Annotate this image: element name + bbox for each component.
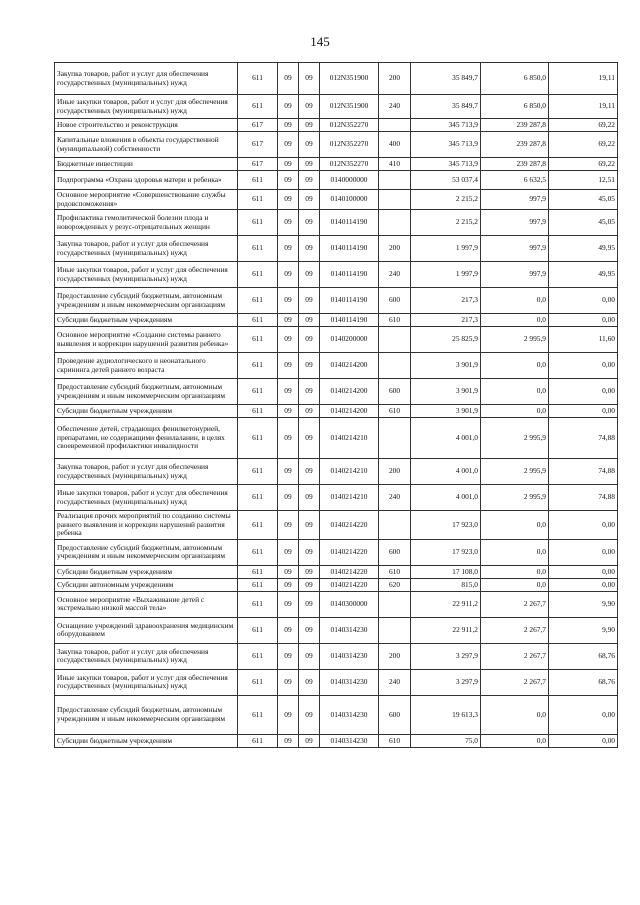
plan-cell: 345 713,9 xyxy=(411,119,481,132)
percent-cell: 74,88 xyxy=(549,459,618,485)
table-row xyxy=(55,314,618,327)
grbs-cell: 611 xyxy=(238,95,278,119)
expense-type-cell xyxy=(379,511,411,540)
percent-cell: 19,11 xyxy=(549,95,618,119)
row-name-cell: Бюджетные инвестиции xyxy=(55,158,238,171)
table-row xyxy=(55,262,618,288)
expense-type-cell xyxy=(379,190,411,210)
executed-cell: 0,0 xyxy=(481,578,549,591)
table-row xyxy=(55,190,618,210)
executed-cell: 0,0 xyxy=(481,734,549,747)
expense-type-cell: 600 xyxy=(379,379,411,405)
table-row xyxy=(55,578,618,591)
table-row xyxy=(55,288,618,314)
target-article-cell: 0140314230 xyxy=(320,617,379,643)
table-row xyxy=(55,617,618,643)
executed-cell: 0,0 xyxy=(481,511,549,540)
percent-cell: 74,88 xyxy=(549,418,618,459)
target-article-cell: 0140214210 xyxy=(320,485,379,511)
grbs-cell: 611 xyxy=(238,511,278,540)
grbs-cell: 611 xyxy=(238,63,278,95)
executed-cell: 2 267,7 xyxy=(481,617,549,643)
table-row xyxy=(55,539,618,565)
executed-cell: 239 287,8 xyxy=(481,119,549,132)
percent-cell: 69,22 xyxy=(549,119,618,132)
section-cell: 09 xyxy=(278,617,299,643)
plan-cell: 217,3 xyxy=(411,314,481,327)
executed-cell: 2 995,9 xyxy=(481,327,549,353)
subsection-cell: 09 xyxy=(299,418,320,459)
target-article-cell: 0140214220 xyxy=(320,565,379,578)
table-row xyxy=(55,405,618,418)
subsection-cell: 09 xyxy=(299,485,320,511)
target-article-cell: 0140314230 xyxy=(320,695,379,734)
table-row xyxy=(55,379,618,405)
target-article-cell: 0140314230 xyxy=(320,669,379,695)
plan-cell: 1 997,9 xyxy=(411,236,481,262)
table-row xyxy=(55,591,618,617)
percent-cell: 49,95 xyxy=(549,262,618,288)
executed-cell: 2 995,9 xyxy=(481,418,549,459)
executed-cell: 239 287,8 xyxy=(481,132,549,158)
subsection-cell: 09 xyxy=(299,158,320,171)
row-name-cell: Закупка товаров, работ и услуг для обеспечения государственных (муниципальных) нужд xyxy=(55,236,238,262)
percent-cell: 9,90 xyxy=(549,591,618,617)
target-article-cell: 0140000000 xyxy=(320,171,379,190)
target-article-cell: 0140114190 xyxy=(320,236,379,262)
table-row xyxy=(55,695,618,734)
subsection-cell: 09 xyxy=(299,405,320,418)
table-body xyxy=(55,63,618,748)
grbs-cell: 611 xyxy=(238,578,278,591)
section-cell: 09 xyxy=(278,565,299,578)
executed-cell: 0,0 xyxy=(481,695,549,734)
expense-type-cell xyxy=(379,327,411,353)
section-cell: 09 xyxy=(278,418,299,459)
subsection-cell: 09 xyxy=(299,539,320,565)
subsection-cell: 09 xyxy=(299,210,320,236)
section-cell: 09 xyxy=(278,327,299,353)
section-cell: 09 xyxy=(278,353,299,379)
executed-cell: 0,0 xyxy=(481,379,549,405)
executed-cell: 6 850,0 xyxy=(481,63,549,95)
percent-cell: 49,95 xyxy=(549,236,618,262)
section-cell: 09 xyxy=(278,210,299,236)
plan-cell: 3 297,9 xyxy=(411,669,481,695)
row-name-cell: Предоставление субсидий бюджетным, автономным учреждениям и иным некоммерческим организациям xyxy=(55,288,238,314)
table-row xyxy=(55,158,618,171)
section-cell: 09 xyxy=(278,236,299,262)
percent-cell: 0,00 xyxy=(549,353,618,379)
table-row xyxy=(55,459,618,485)
plan-cell: 4 001,0 xyxy=(411,418,481,459)
subsection-cell: 09 xyxy=(299,63,320,95)
expense-type-cell: 400 xyxy=(379,132,411,158)
expense-type-cell: 240 xyxy=(379,669,411,695)
percent-cell: 0,00 xyxy=(549,565,618,578)
row-name-cell: Капитальные вложения в объекты государственной (муниципальной) собственности xyxy=(55,132,238,158)
subsection-cell: 09 xyxy=(299,353,320,379)
expense-type-cell xyxy=(379,418,411,459)
section-cell: 09 xyxy=(278,63,299,95)
expense-type-cell: 240 xyxy=(379,95,411,119)
subsection-cell: 09 xyxy=(299,643,320,669)
plan-cell: 22 911,2 xyxy=(411,617,481,643)
expense-type-cell: 200 xyxy=(379,63,411,95)
subsection-cell: 09 xyxy=(299,379,320,405)
subsection-cell: 09 xyxy=(299,565,320,578)
grbs-cell: 611 xyxy=(238,210,278,236)
grbs-cell: 611 xyxy=(238,418,278,459)
target-article-cell: 0140300000 xyxy=(320,591,379,617)
section-cell: 09 xyxy=(278,95,299,119)
percent-cell: 45,05 xyxy=(549,210,618,236)
executed-cell: 0,0 xyxy=(481,288,549,314)
grbs-cell: 611 xyxy=(238,190,278,210)
budget-table xyxy=(54,62,618,748)
expense-type-cell xyxy=(379,591,411,617)
subsection-cell: 09 xyxy=(299,695,320,734)
target-article-cell: 0140114190 xyxy=(320,262,379,288)
subsection-cell: 09 xyxy=(299,511,320,540)
subsection-cell: 09 xyxy=(299,288,320,314)
expense-type-cell: 610 xyxy=(379,314,411,327)
target-article-cell: 0140114190 xyxy=(320,210,379,236)
grbs-cell: 617 xyxy=(238,119,278,132)
table-row xyxy=(55,353,618,379)
target-article-cell: 0140214210 xyxy=(320,459,379,485)
grbs-cell: 611 xyxy=(238,327,278,353)
plan-cell: 4 001,0 xyxy=(411,485,481,511)
grbs-cell: 611 xyxy=(238,262,278,288)
target-article-cell: 012N352270 xyxy=(320,119,379,132)
section-cell: 09 xyxy=(278,459,299,485)
row-name-cell: Новое строительство и реконструкция xyxy=(55,119,238,132)
row-name-cell: Предоставление субсидий бюджетным, автономным учреждениям и иным некоммерческим организациям xyxy=(55,379,238,405)
row-name-cell: Основное мероприятие «Выхаживание детей с экстремально низкой массой тела» xyxy=(55,591,238,617)
section-cell: 09 xyxy=(278,262,299,288)
expense-type-cell: 600 xyxy=(379,539,411,565)
percent-cell: 68,76 xyxy=(549,643,618,669)
target-article-cell: 0140214200 xyxy=(320,379,379,405)
row-name-cell: Иные закупки товаров, работ и услуг для обеспечения государственных (муниципальных) нужд xyxy=(55,95,238,119)
grbs-cell: 611 xyxy=(238,379,278,405)
target-article-cell: 0140214220 xyxy=(320,539,379,565)
target-article-cell: 0140214220 xyxy=(320,578,379,591)
section-cell: 09 xyxy=(278,119,299,132)
executed-cell: 6 632,5 xyxy=(481,171,549,190)
percent-cell: 69,22 xyxy=(549,158,618,171)
section-cell: 09 xyxy=(278,171,299,190)
grbs-cell: 611 xyxy=(238,669,278,695)
target-article-cell: 0140314230 xyxy=(320,734,379,747)
subsection-cell: 09 xyxy=(299,95,320,119)
section-cell: 09 xyxy=(278,695,299,734)
expense-type-cell: 240 xyxy=(379,262,411,288)
executed-cell: 0,0 xyxy=(481,565,549,578)
row-name-cell: Основное мероприятие «Совершенствование службы родовспоможения» xyxy=(55,190,238,210)
percent-cell: 45,05 xyxy=(549,190,618,210)
percent-cell: 0,00 xyxy=(549,405,618,418)
row-name-cell: Закупка товаров, работ и услуг для обеспечения государственных (муниципальных) нужд xyxy=(55,459,238,485)
table-row xyxy=(55,418,618,459)
executed-cell: 2 267,7 xyxy=(481,643,549,669)
target-article-cell: 012N352270 xyxy=(320,132,379,158)
executed-cell: 0,0 xyxy=(481,405,549,418)
plan-cell: 217,3 xyxy=(411,288,481,314)
table-row xyxy=(55,485,618,511)
percent-cell: 9,90 xyxy=(549,617,618,643)
plan-cell: 25 825,9 xyxy=(411,327,481,353)
target-article-cell: 0140200000 xyxy=(320,327,379,353)
target-article-cell: 0140214200 xyxy=(320,353,379,379)
percent-cell: 69,22 xyxy=(549,132,618,158)
subsection-cell: 09 xyxy=(299,262,320,288)
plan-cell: 345 713,9 xyxy=(411,132,481,158)
section-cell: 09 xyxy=(278,405,299,418)
expense-type-cell xyxy=(379,353,411,379)
percent-cell: 0,00 xyxy=(549,314,618,327)
percent-cell: 0,00 xyxy=(549,695,618,734)
grbs-cell: 617 xyxy=(238,132,278,158)
plan-cell: 3 297,9 xyxy=(411,643,481,669)
section-cell: 09 xyxy=(278,511,299,540)
target-article-cell: 0140214200 xyxy=(320,405,379,418)
executed-cell: 0,0 xyxy=(481,314,549,327)
plan-cell: 3 901,9 xyxy=(411,353,481,379)
target-article-cell: 0140314230 xyxy=(320,643,379,669)
subsection-cell: 09 xyxy=(299,190,320,210)
section-cell: 09 xyxy=(278,288,299,314)
percent-cell: 12,51 xyxy=(549,171,618,190)
expense-type-cell: 410 xyxy=(379,158,411,171)
percent-cell: 19,11 xyxy=(549,63,618,95)
row-name-cell: Субсидии автономным учреждениям xyxy=(55,578,238,591)
target-article-cell: 012N351900 xyxy=(320,95,379,119)
row-name-cell: Иные закупки товаров, работ и услуг для обеспечения государственных (муниципальных) нужд xyxy=(55,262,238,288)
percent-cell: 0,00 xyxy=(549,511,618,540)
subsection-cell: 09 xyxy=(299,591,320,617)
table-row xyxy=(55,95,618,119)
plan-cell: 75,0 xyxy=(411,734,481,747)
grbs-cell: 611 xyxy=(238,288,278,314)
plan-cell: 2 215,2 xyxy=(411,210,481,236)
grbs-cell: 611 xyxy=(238,565,278,578)
section-cell: 09 xyxy=(278,643,299,669)
expense-type-cell: 610 xyxy=(379,734,411,747)
percent-cell: 0,00 xyxy=(549,734,618,747)
percent-cell: 0,00 xyxy=(549,288,618,314)
table-row xyxy=(55,236,618,262)
section-cell: 09 xyxy=(278,669,299,695)
grbs-cell: 611 xyxy=(238,617,278,643)
grbs-cell: 611 xyxy=(238,485,278,511)
target-article-cell: 0140114190 xyxy=(320,288,379,314)
percent-cell: 68,76 xyxy=(549,669,618,695)
table-row xyxy=(55,669,618,695)
table-row xyxy=(55,734,618,747)
section-cell: 09 xyxy=(278,485,299,511)
section-cell: 09 xyxy=(278,132,299,158)
executed-cell: 997,9 xyxy=(481,262,549,288)
subsection-cell: 09 xyxy=(299,578,320,591)
section-cell: 09 xyxy=(278,591,299,617)
grbs-cell: 611 xyxy=(238,539,278,565)
row-name-cell: Субсидии бюджетным учреждениям xyxy=(55,734,238,747)
executed-cell: 0,0 xyxy=(481,539,549,565)
row-name-cell: Субсидии бюджетным учреждениям xyxy=(55,405,238,418)
table-row xyxy=(55,565,618,578)
percent-cell: 11,60 xyxy=(549,327,618,353)
subsection-cell: 09 xyxy=(299,459,320,485)
row-name-cell: Субсидии бюджетным учреждениям xyxy=(55,565,238,578)
subsection-cell: 09 xyxy=(299,236,320,262)
row-name-cell: Проведение аудиологического и неонатального скрининга детей раннего возраста xyxy=(55,353,238,379)
row-name-cell: Иные закупки товаров, работ и услуг для обеспечения государственных (муниципальных) нужд xyxy=(55,485,238,511)
expense-type-cell: 200 xyxy=(379,236,411,262)
section-cell: 09 xyxy=(278,539,299,565)
expense-type-cell: 240 xyxy=(379,485,411,511)
executed-cell: 2 267,7 xyxy=(481,669,549,695)
row-name-cell: Закупка товаров, работ и услуг для обеспечения государственных (муниципальных) нужд xyxy=(55,643,238,669)
section-cell: 09 xyxy=(278,190,299,210)
subsection-cell: 09 xyxy=(299,327,320,353)
grbs-cell: 611 xyxy=(238,734,278,747)
expense-type-cell: 600 xyxy=(379,288,411,314)
expense-type-cell xyxy=(379,210,411,236)
row-name-cell: Профилактика гемолитической болезни плода и новорожденных у резус-отрицательных женщин xyxy=(55,210,238,236)
grbs-cell: 611 xyxy=(238,591,278,617)
row-name-cell: Оснащение учреждений здравоохранения медицинским оборудованием xyxy=(55,617,238,643)
subsection-cell: 09 xyxy=(299,734,320,747)
row-name-cell: Иные закупки товаров, работ и услуг для обеспечения государственных (муниципальных) нужд xyxy=(55,669,238,695)
subsection-cell: 09 xyxy=(299,314,320,327)
page-number: 145 xyxy=(310,34,330,49)
expense-type-cell xyxy=(379,171,411,190)
subsection-cell: 09 xyxy=(299,669,320,695)
plan-cell: 3 901,9 xyxy=(411,379,481,405)
plan-cell: 17 108,0 xyxy=(411,565,481,578)
plan-cell: 35 849,7 xyxy=(411,63,481,95)
plan-cell: 19 613,3 xyxy=(411,695,481,734)
grbs-cell: 611 xyxy=(238,236,278,262)
grbs-cell: 611 xyxy=(238,171,278,190)
executed-cell: 2 995,9 xyxy=(481,459,549,485)
row-name-cell: Предоставление субсидий бюджетным, автономным учреждениям и иным некоммерческим организациям xyxy=(55,695,238,734)
executed-cell: 997,9 xyxy=(481,236,549,262)
percent-cell: 74,88 xyxy=(549,485,618,511)
table-row xyxy=(55,132,618,158)
subsection-cell: 09 xyxy=(299,119,320,132)
target-article-cell: 0140114190 xyxy=(320,314,379,327)
expense-type-cell xyxy=(379,119,411,132)
executed-cell: 6 850,0 xyxy=(481,95,549,119)
percent-cell: 0,00 xyxy=(549,578,618,591)
target-article-cell: 0140100000 xyxy=(320,190,379,210)
row-name-cell: Подпрограмма «Охрана здоровья матери и ребенка» xyxy=(55,171,238,190)
target-article-cell: 012N352270 xyxy=(320,158,379,171)
row-name-cell: Предоставление субсидий бюджетным, автономным учреждениям и иным некоммерческим организациям xyxy=(55,539,238,565)
subsection-cell: 09 xyxy=(299,617,320,643)
plan-cell: 17 923,0 xyxy=(411,511,481,540)
plan-cell: 1 997,9 xyxy=(411,262,481,288)
plan-cell: 3 901,9 xyxy=(411,405,481,418)
grbs-cell: 611 xyxy=(238,405,278,418)
grbs-cell: 611 xyxy=(238,314,278,327)
executed-cell: 2 267,7 xyxy=(481,591,549,617)
expense-type-cell: 620 xyxy=(379,578,411,591)
expense-type-cell xyxy=(379,617,411,643)
section-cell: 09 xyxy=(278,578,299,591)
executed-cell: 997,9 xyxy=(481,210,549,236)
table-row xyxy=(55,511,618,540)
executed-cell: 997,9 xyxy=(481,190,549,210)
target-article-cell: 0140214210 xyxy=(320,418,379,459)
table-row xyxy=(55,119,618,132)
plan-cell: 345 713,9 xyxy=(411,158,481,171)
section-cell: 09 xyxy=(278,314,299,327)
section-cell: 09 xyxy=(278,734,299,747)
percent-cell: 0,00 xyxy=(549,539,618,565)
plan-cell: 17 923,0 xyxy=(411,539,481,565)
executed-cell: 2 995,9 xyxy=(481,485,549,511)
expense-type-cell: 200 xyxy=(379,643,411,669)
expense-type-cell: 200 xyxy=(379,459,411,485)
plan-cell: 35 849,7 xyxy=(411,95,481,119)
table-row xyxy=(55,171,618,190)
plan-cell: 815,0 xyxy=(411,578,481,591)
grbs-cell: 611 xyxy=(238,459,278,485)
table-row xyxy=(55,327,618,353)
executed-cell: 239 287,8 xyxy=(481,158,549,171)
plan-cell: 2 215,2 xyxy=(411,190,481,210)
row-name-cell: Основное мероприятие «Создание системы раннего выявления и коррекции нарушений развития ребенка» xyxy=(55,327,238,353)
plan-cell: 53 037,4 xyxy=(411,171,481,190)
section-cell: 09 xyxy=(278,379,299,405)
table-row xyxy=(55,210,618,236)
grbs-cell: 611 xyxy=(238,643,278,669)
target-article-cell: 0140214220 xyxy=(320,511,379,540)
row-name-cell: Субсидии бюджетным учреждениям xyxy=(55,314,238,327)
row-name-cell: Закупка товаров, работ и услуг для обеспечения государственных (муниципальных) нужд xyxy=(55,63,238,95)
target-article-cell: 012N351900 xyxy=(320,63,379,95)
plan-cell: 22 911,2 xyxy=(411,591,481,617)
expense-type-cell: 610 xyxy=(379,405,411,418)
grbs-cell: 611 xyxy=(238,353,278,379)
table-row xyxy=(55,63,618,95)
plan-cell: 4 001,0 xyxy=(411,459,481,485)
expense-type-cell: 600 xyxy=(379,695,411,734)
grbs-cell: 617 xyxy=(238,158,278,171)
expense-type-cell: 610 xyxy=(379,565,411,578)
subsection-cell: 09 xyxy=(299,171,320,190)
table-row xyxy=(55,643,618,669)
executed-cell: 0,0 xyxy=(481,353,549,379)
percent-cell: 0,00 xyxy=(549,379,618,405)
row-name-cell: Реализация прочих мероприятий по созданию системы раннего выявления и коррекции нарушений развития ребенка xyxy=(55,511,238,540)
subsection-cell: 09 xyxy=(299,132,320,158)
grbs-cell: 611 xyxy=(238,695,278,734)
row-name-cell: Обеспечение детей, страдающих фенилкетонурией, препаратами, не содержащими фенилаланин, в целях своевременной профилактики инвалидности xyxy=(55,418,238,459)
section-cell: 09 xyxy=(278,158,299,171)
